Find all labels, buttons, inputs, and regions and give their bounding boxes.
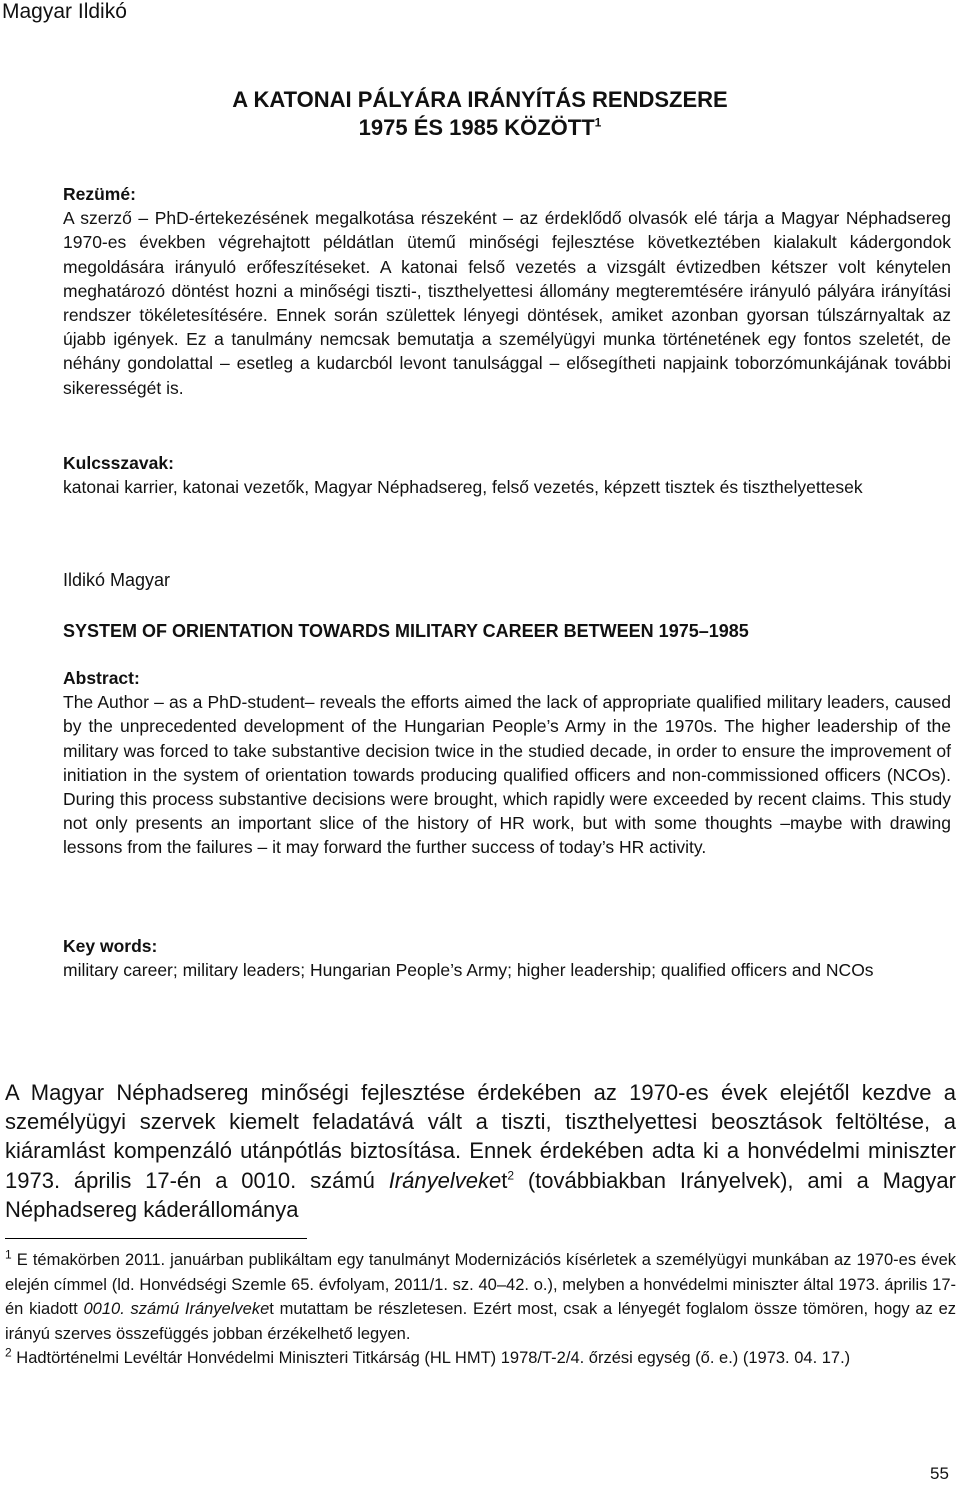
abstract-en-heading: Abstract: [63,668,140,688]
body-footnote-ref: 2 [507,1168,515,1183]
title-line-2-text: 1975 ÉS 1985 KÖZÖTT [358,115,595,140]
keywords-hungarian [63,451,951,499]
footnote-1-number: 1 [5,1247,12,1262]
body-text-3: (továbbiakban Irányelvek), ami a Magyar Néphadsereg káderállománya [5,1167,956,1222]
footnote-1 [5,1248,956,1346]
footnote-2-text: Hadtörténelmi Levéltár Honvédelmi Miniszteri Titkárság (HL HMT) 1978/T-2/4. őrzési egység (ő. e.) (1973. 04. 17.) [11,1349,851,1368]
title-english: SYSTEM OF ORIENTATION TOWARDS MILITARY CAREER BETWEEN 1975–1985 [63,621,749,641]
body-text-1: A Magyar Néphadsereg minőségi fejlesztése érdekében az 1970-es évek elejétől kezdve a személyügyi szervek kiemelt feladatává vált a tiszti, tiszthelyettesi beosztások feltöltése, a kiáramlást kompenzáló utánpótlás biztosítása. Ennek érdekében adta ki a honvédelmi miniszter 1973. április 17-én a 0010. számú [5,1080,956,1193]
footnote-2-number: 2 [5,1345,12,1360]
body-paragraph [5,1078,956,1224]
abstract-english [63,666,951,860]
title-footnote-ref: 1 [594,115,602,130]
footnote-divider [5,1238,307,1239]
abstract-hungarian [63,182,951,400]
keywords-en-heading: Key words: [63,936,158,956]
footnote-1-text-a: E témakörben 2011. januárban publikáltam egy tanulmányt Modernizációs kísérletek a személyügyi munkában az 1970-es évek elején címmel (ld. Honvédségi Szemle 65. évfolyam, 2011/1. sz. 40–42. o.), melyben a honvédelmi miniszter által 1973. április 17-én kiadott [5,1251,956,1319]
keywords-hu-heading: Kulcsszavak: [63,453,174,473]
page-number: 55 [930,1464,949,1483]
running-header-author: Magyar Ildikó [2,0,127,23]
paper-title [0,86,960,142]
title-line-1: A KATONAI PÁLYÁRA IRÁNYÍTÁS RENDSZERE [232,87,728,112]
keywords-english [63,934,951,982]
footnote-1-text-b: t mutattam be részletesen. Ezért most, csak a lényegét foglalom össze tömören, hogy az ez irányú szerves összefüggés jobban érzékelhető legyen. [5,1300,957,1343]
body-italic-term: Irányelveke [388,1167,502,1193]
abstract-en-text: The Author – as a PhD-student– reveals the efforts aimed the lack of appropriate qualified military leaders, caused by the unprecedented development of the Hungarian People’s Army in the 1970s. The higher leadership of the military was forced to take substantive decision twice in the studied decade, in order to ensure the improvement of initiation in the system of orientation towards producing qualified officers and non-commissioned officers (NCOs). During this process substantive decisions were brought, which rapidly were exceeded by recent claims. This study not only presents an important slice of the history of HR work, but with some thoughts –maybe with drawing lessons from the failures – it may forward the further success of today’s HR activity. [63,692,951,858]
keywords-en-text: military career; military leaders; Hungarian People’s Army; higher leadership; qualified officers and NCOs [63,960,874,981]
footnote-1-italic: 0010. számú Irányelveke [83,1300,270,1319]
body-text-2: t [501,1167,508,1193]
author-english: Ildikó Magyar [63,570,171,590]
title-line-2 [0,114,960,142]
keywords-hu-text: katonai karrier, katonai vezetők, Magyar Néphadsereg, felső vezetés, képzett tisztek és tiszthelyettesek [63,477,863,498]
footnote-2 [5,1346,956,1371]
abstract-hu-text: A szerző – PhD-értekezésének megalkotása részeként – az érdeklődő olvasók elé tárja a Magyar Néphadsereg 1970-es években végrehajtott példátlan ütemű minőségi fejlesztése következtében kialakult kádergondok megoldására irányuló erőfeszítéseket. A katonai felső vezetés a vizsgált évtizedben kétszer volt kénytelen meghatározó döntést hozni a minőségi tiszti-, tiszthelyettesi állomány megteremtésére irányuló pályára irányítási rendszer tökéletesítésére. Ennek során születtek lényegi döntések, amiket azonban gyorsan túlszárnyaltak az újabb igények. Ez a tanulmány nemcsak bemutatja a személyügyi munka történetének egy fontos szeletét, de néhány gondolattal – esetleg a kudarcból levont tanulsággal – elősegítheti napjaink toborzómunkájának további sikerességét is. [63,208,951,398]
abstract-hu-heading: Rezümé: [63,184,136,204]
footnotes [5,1248,956,1371]
